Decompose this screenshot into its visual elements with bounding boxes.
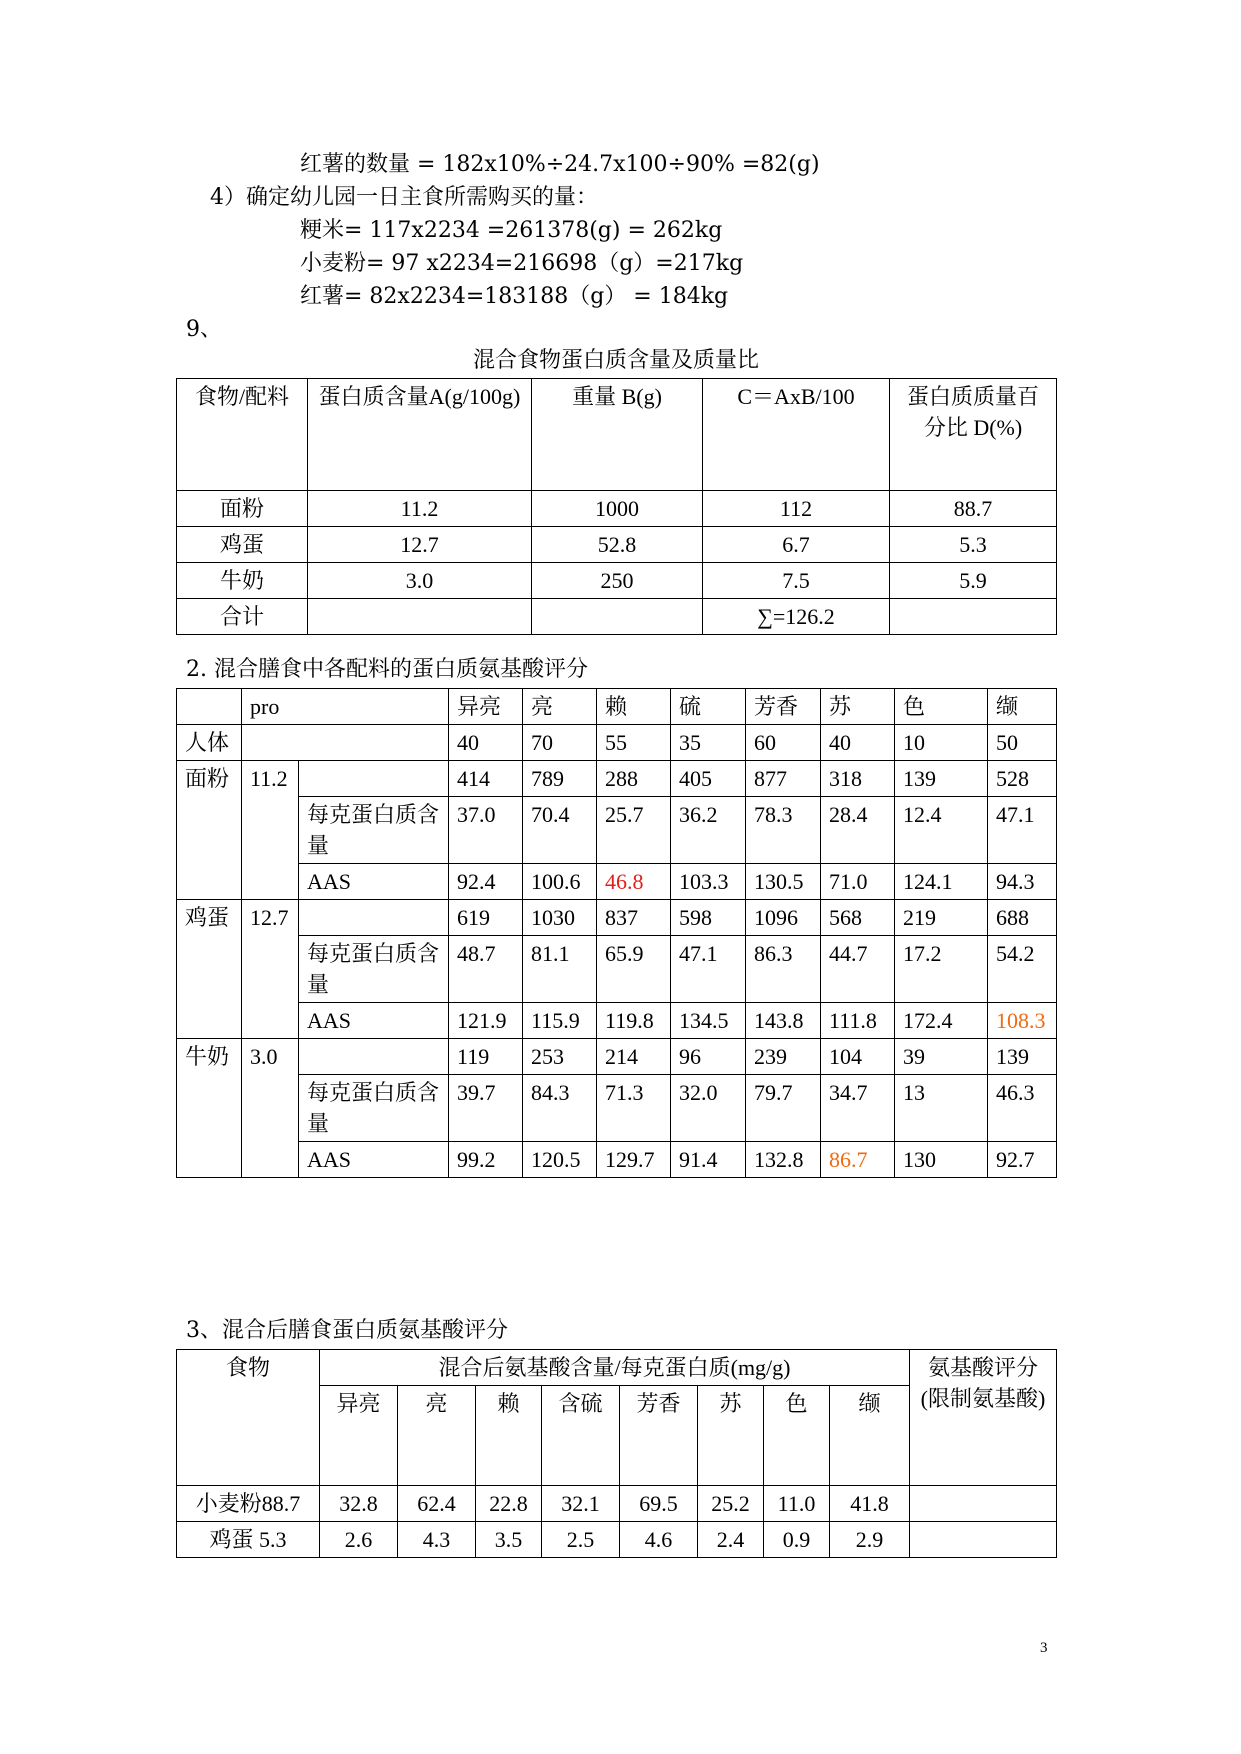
cell: 47.1 [988, 797, 1057, 864]
cell [532, 599, 703, 635]
cell: 288 [597, 761, 671, 797]
table2-human-row [177, 725, 1057, 761]
row-label-milk: 牛奶 [177, 1039, 242, 1178]
cell [177, 689, 242, 725]
aas-label: AAS [299, 1142, 449, 1178]
cell: 5.3 [890, 527, 1057, 563]
per-gram-label: 每克蛋白质含量 [299, 797, 449, 864]
cell: 239 [746, 1039, 821, 1075]
cell: 25.2 [698, 1486, 764, 1522]
th-aa: 色 [764, 1386, 830, 1486]
table1-title: 混合食物蛋白质含量及质量比 [472, 348, 759, 373]
cell: 414 [449, 761, 523, 797]
cell: 44.7 [821, 936, 895, 1003]
table2-flour-raw-row [177, 761, 1057, 797]
cell: 54.2 [988, 936, 1057, 1003]
cell: 92.4 [449, 864, 523, 900]
cell [242, 725, 449, 761]
cell: 130 [895, 1142, 988, 1178]
table2-egg-per-row [177, 936, 1057, 1003]
table3-title: 3、混合后膳食蛋白质氨基酸评分 [186, 1318, 508, 1343]
th-aa: 芳香 [620, 1386, 698, 1486]
cell: 1096 [746, 900, 821, 936]
cell: 92.7 [988, 1142, 1057, 1178]
cell: 4.3 [398, 1522, 476, 1558]
cell: 99.2 [449, 1142, 523, 1178]
cell: 837 [597, 900, 671, 936]
th-aa: 硫 [671, 689, 746, 725]
cell: 牛奶 [177, 563, 308, 599]
cell: 2.9 [830, 1522, 910, 1558]
cell: 10 [895, 725, 988, 761]
th-pro: pro [242, 689, 449, 725]
th-food: 食物/配料 [177, 379, 308, 491]
cell [299, 900, 449, 936]
cell: 119 [449, 1039, 523, 1075]
th-aa: 亮 [523, 689, 597, 725]
cell: 528 [988, 761, 1057, 797]
cell: 48.7 [449, 936, 523, 1003]
table-row [177, 1486, 1057, 1522]
cell: 219 [895, 900, 988, 936]
cell: 41.8 [830, 1486, 910, 1522]
th-aa: 苏 [698, 1386, 764, 1486]
cell: 405 [671, 761, 746, 797]
th-aa: 赖 [476, 1386, 542, 1486]
th-aa: 异亮 [449, 689, 523, 725]
cell: 4.6 [620, 1522, 698, 1558]
row-label-human: 人体 [177, 725, 242, 761]
cell: 12.7 [308, 527, 532, 563]
row-label-egg: 鸡蛋 [177, 900, 242, 1039]
cell: 28.4 [821, 797, 895, 864]
table2-header-row [177, 689, 1057, 725]
cell: 172.4 [895, 1003, 988, 1039]
page-number: 3 [1040, 1640, 1048, 1656]
th-aa: 亮 [398, 1386, 476, 1486]
cell: 71.0 [821, 864, 895, 900]
cell: 11.0 [764, 1486, 830, 1522]
cell: 94.3 [988, 864, 1057, 900]
cell: 37.0 [449, 797, 523, 864]
egg-pro: 12.7 [242, 900, 299, 1039]
cell: 119.8 [597, 1003, 671, 1039]
cell: 32.0 [671, 1075, 746, 1142]
cell: 50 [988, 725, 1057, 761]
cell: 2.5 [542, 1522, 620, 1558]
cell: 32.1 [542, 1486, 620, 1522]
milk-pro: 3.0 [242, 1039, 299, 1178]
cell: 568 [821, 900, 895, 936]
cell: 32.8 [320, 1486, 398, 1522]
cell: 598 [671, 900, 746, 936]
cell [299, 761, 449, 797]
cell: 合计 [177, 599, 308, 635]
cell: 104 [821, 1039, 895, 1075]
cell: 877 [746, 761, 821, 797]
cell-limiting: 108.3 [988, 1003, 1057, 1039]
cell: 214 [597, 1039, 671, 1075]
cell: 鸡蛋 [177, 527, 308, 563]
cell [308, 599, 532, 635]
th-c: C＝AxB/100 [703, 379, 890, 491]
cell: 62.4 [398, 1486, 476, 1522]
cell: 100.6 [523, 864, 597, 900]
table-row [177, 491, 1057, 527]
calc-line-rice: 粳米= 117x2234 =261378(g) = 262kg [300, 218, 723, 243]
th-group: 混合后氨基酸含量/每克蛋白质(mg/g) [320, 1350, 910, 1386]
cell: 55 [597, 725, 671, 761]
per-gram-label: 每克蛋白质含量 [299, 936, 449, 1003]
cell: 112 [703, 491, 890, 527]
cell: 688 [988, 900, 1057, 936]
th-aa: 色 [895, 689, 988, 725]
calc-step-4: 4）确定幼儿园一日主食所需购买的量： [210, 185, 598, 210]
table2-milk-per-row [177, 1075, 1057, 1142]
th-aa: 芳香 [746, 689, 821, 725]
cell: 139 [895, 761, 988, 797]
cell [910, 1522, 1057, 1558]
cell: 250 [532, 563, 703, 599]
cell: 79.7 [746, 1075, 821, 1142]
table-row [177, 1522, 1057, 1558]
table2-egg-raw-row [177, 900, 1057, 936]
cell-limiting: 46.8 [597, 864, 671, 900]
cell: 111.8 [821, 1003, 895, 1039]
table2-milk-raw-row [177, 1039, 1057, 1075]
cell: 70 [523, 725, 597, 761]
cell: 789 [523, 761, 597, 797]
cell: 78.3 [746, 797, 821, 864]
calc-line-flour: 小麦粉= 97 x2234=216698（g）=217kg [300, 251, 744, 276]
cell: 36.2 [671, 797, 746, 864]
cell: 143.8 [746, 1003, 821, 1039]
table1-header-row [177, 379, 1057, 491]
table2-milk-aas-row [177, 1142, 1057, 1178]
cell: 5.9 [890, 563, 1057, 599]
row-label: 小麦粉88.7 [177, 1486, 320, 1522]
cell: 2.6 [320, 1522, 398, 1558]
cell: 129.7 [597, 1142, 671, 1178]
th-aa: 含硫 [542, 1386, 620, 1486]
table-row [177, 527, 1057, 563]
aas-label: AAS [299, 1003, 449, 1039]
th-aa: 赖 [597, 689, 671, 725]
table-protein-content [176, 378, 1057, 635]
cell: 69.5 [620, 1486, 698, 1522]
cell: 22.8 [476, 1486, 542, 1522]
cell: 52.8 [532, 527, 703, 563]
cell: 81.1 [523, 936, 597, 1003]
table2-flour-aas-row [177, 864, 1057, 900]
th-aa: 缬 [830, 1386, 910, 1486]
table2-flour-per-row [177, 797, 1057, 864]
table-amino-acid-scores [176, 688, 1057, 1178]
cell: 25.7 [597, 797, 671, 864]
cell: 12.4 [895, 797, 988, 864]
cell: 134.5 [671, 1003, 746, 1039]
cell: 0.9 [764, 1522, 830, 1558]
cell: 47.1 [671, 936, 746, 1003]
cell: 86.3 [746, 936, 821, 1003]
cell-limiting: 86.7 [821, 1142, 895, 1178]
aas-label: AAS [299, 864, 449, 900]
calc-line-sweet-potato-total: 红薯= 82x2234=183188（g） = 184kg [300, 284, 729, 309]
cell: 40 [821, 725, 895, 761]
cell: 2.4 [698, 1522, 764, 1558]
cell: 3.0 [308, 563, 532, 599]
cell: 46.3 [988, 1075, 1057, 1142]
table3-header-row [177, 1350, 1057, 1386]
cell: 17.2 [895, 936, 988, 1003]
cell: 121.9 [449, 1003, 523, 1039]
th-aa: 缬 [988, 689, 1057, 725]
per-gram-label: 每克蛋白质含量 [299, 1075, 449, 1142]
cell: 318 [821, 761, 895, 797]
cell: 7.5 [703, 563, 890, 599]
cell: 139 [988, 1039, 1057, 1075]
section-number: 9、 [186, 317, 222, 342]
row-label: 鸡蛋 5.3 [177, 1522, 320, 1558]
cell [890, 599, 1057, 635]
cell: 115.9 [523, 1003, 597, 1039]
table-mixed-diet-scores [176, 1349, 1057, 1558]
cell: 面粉 [177, 491, 308, 527]
cell: 6.7 [703, 527, 890, 563]
cell: 60 [746, 725, 821, 761]
row-label-flour: 面粉 [177, 761, 242, 900]
cell: 70.4 [523, 797, 597, 864]
table-row [177, 563, 1057, 599]
cell: 1000 [532, 491, 703, 527]
table2-egg-aas-row [177, 1003, 1057, 1039]
cell: 40 [449, 725, 523, 761]
th-food: 食物 [177, 1350, 320, 1486]
cell: 124.1 [895, 864, 988, 900]
cell: 88.7 [890, 491, 1057, 527]
cell: 103.3 [671, 864, 746, 900]
cell: 120.5 [523, 1142, 597, 1178]
th-protein-content: 蛋白质含量A(g/100g) [308, 379, 532, 491]
cell: 71.3 [597, 1075, 671, 1142]
cell: 84.3 [523, 1075, 597, 1142]
cell [299, 1039, 449, 1075]
cell [910, 1486, 1057, 1522]
flour-pro: 11.2 [242, 761, 299, 900]
table-row-total [177, 599, 1057, 635]
cell: 619 [449, 900, 523, 936]
cell: 91.4 [671, 1142, 746, 1178]
cell: 39.7 [449, 1075, 523, 1142]
cell: 3.5 [476, 1522, 542, 1558]
cell: 35 [671, 725, 746, 761]
calc-line-sweet-potato: 红薯的数量 = 182x10%÷24.7x100÷90% =82(g) [300, 152, 820, 177]
cell: 130.5 [746, 864, 821, 900]
th-aa: 苏 [821, 689, 895, 725]
cell: 39 [895, 1039, 988, 1075]
cell: 1030 [523, 900, 597, 936]
th-weight: 重量 B(g) [532, 379, 703, 491]
cell: 65.9 [597, 936, 671, 1003]
cell: 132.8 [746, 1142, 821, 1178]
cell: 96 [671, 1039, 746, 1075]
cell: 34.7 [821, 1075, 895, 1142]
cell: ∑=126.2 [703, 599, 890, 635]
table2-title: 2. 混合膳食中各配料的蛋白质氨基酸评分 [186, 657, 588, 682]
th-aa: 异亮 [320, 1386, 398, 1486]
cell: 13 [895, 1075, 988, 1142]
cell: 253 [523, 1039, 597, 1075]
th-percent: 蛋白质质量百分比 D(%) [890, 379, 1057, 491]
cell: 11.2 [308, 491, 532, 527]
th-score: 氨基酸评分(限制氨基酸) [910, 1350, 1057, 1486]
